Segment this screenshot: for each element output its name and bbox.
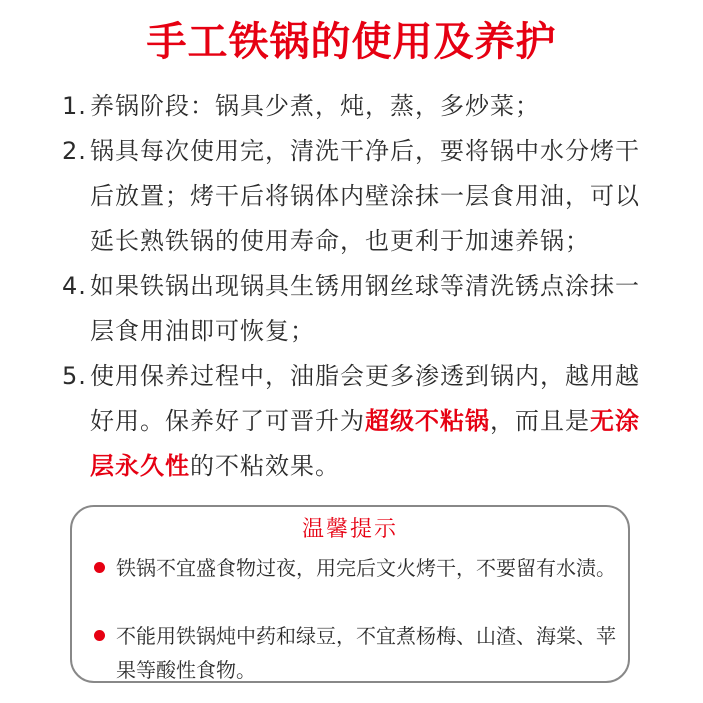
highlight-super-nonstick: 超级不粘锅 bbox=[365, 407, 490, 435]
step-item bbox=[62, 354, 652, 489]
step-number: 2. bbox=[62, 137, 87, 165]
step-item bbox=[62, 264, 652, 354]
tip-item bbox=[94, 619, 616, 687]
step-text: 如果铁锅出现锅具生锈用钢丝球等清洗锈点涂抹一层食用油即可恢复； bbox=[90, 272, 640, 345]
step-number: 4. bbox=[62, 272, 87, 300]
step-text-after: 的不粘效果。 bbox=[190, 452, 340, 480]
step-text: 养锅阶段：锅具少煮，炖，蒸，多炒菜； bbox=[90, 92, 540, 120]
bullet-dot-icon bbox=[94, 562, 105, 573]
tips-title: 温馨提示 bbox=[301, 517, 398, 542]
tips-box bbox=[70, 505, 630, 683]
step-text-before: 使用保养过程中，油脂会更多渗透到锅内，越用越好用。保养好了可晋升为 bbox=[90, 362, 640, 435]
care-steps-list bbox=[62, 84, 652, 489]
step-number: 5. bbox=[62, 362, 87, 390]
bullet-dot-icon bbox=[94, 630, 105, 641]
tip-text: 铁锅不宜盛食物过夜，用完后文火烤干，不要留有水渍。 bbox=[116, 556, 616, 580]
tip-item bbox=[94, 551, 616, 585]
step-item bbox=[62, 84, 652, 129]
step-text: 锅具每次使用完，清洗干净后，要将锅中水分烤干后放置；烤干后将锅体内壁涂抹一层食用油，可以延长熟铁锅的使用寿命，也更利于加速养锅； bbox=[90, 137, 640, 255]
highlight-no-coating: 无涂层永久性 bbox=[90, 407, 640, 480]
step-text-middle: ，而且是 bbox=[490, 407, 590, 435]
page-title: 手工铁锅的使用及养护 bbox=[146, 19, 557, 65]
step-item bbox=[62, 129, 652, 264]
tip-text: 不能用铁锅炖中药和绿豆，不宜煮杨梅、山渣、海棠、苹果等酸性食物。 bbox=[116, 624, 616, 682]
step-number: 1. bbox=[62, 92, 87, 120]
